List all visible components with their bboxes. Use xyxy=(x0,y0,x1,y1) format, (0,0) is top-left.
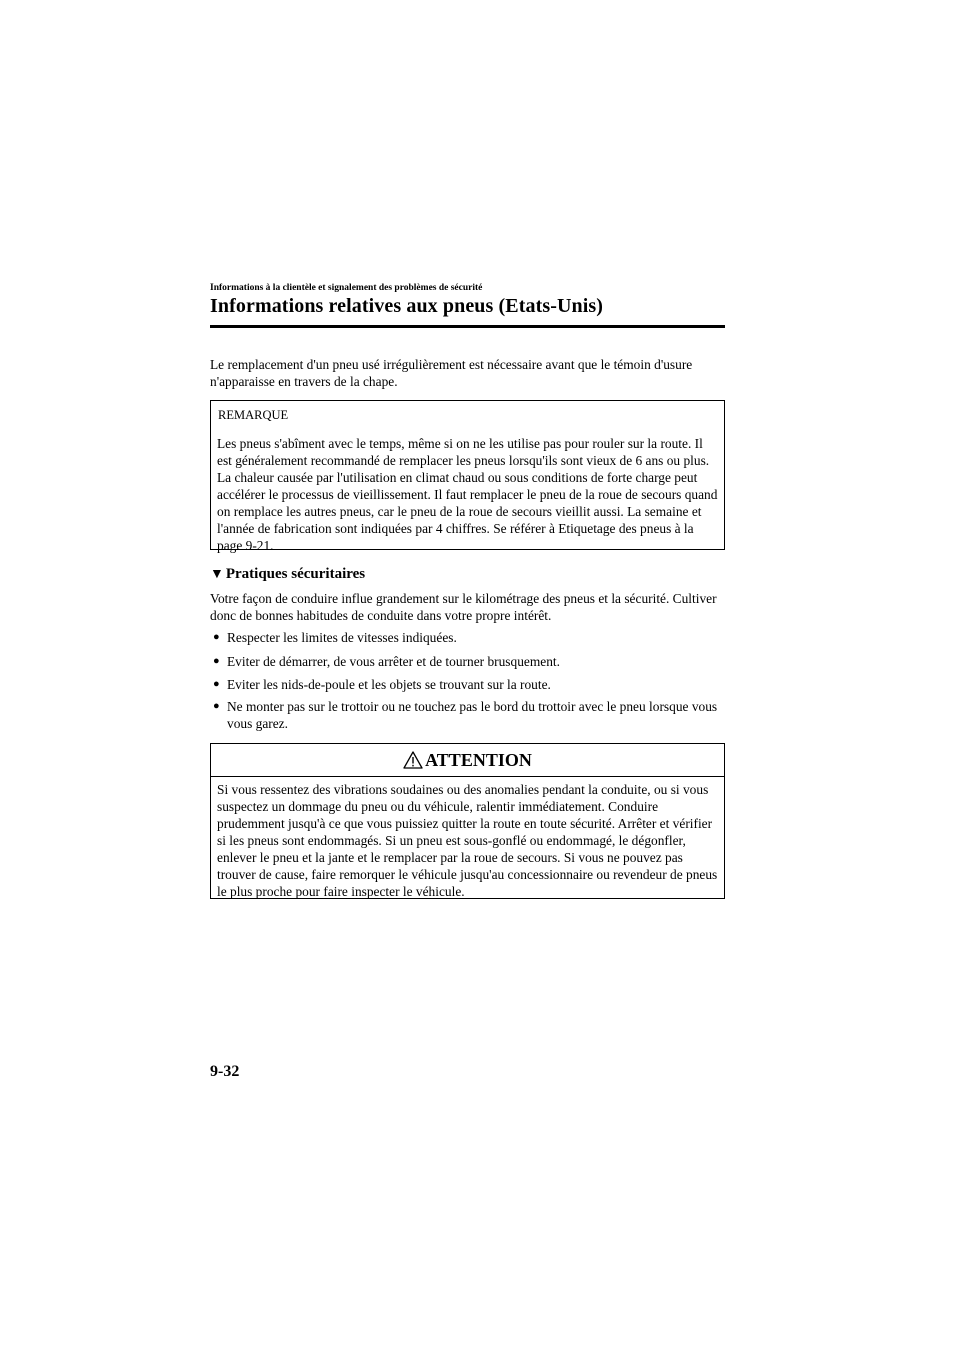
heading-rule xyxy=(210,325,725,328)
remarque-title: REMARQUE xyxy=(218,408,289,422)
list-item-text: Eviter de démarrer, de vous arrêter et de tourner brusquement. xyxy=(227,654,560,669)
bullet-icon: ● xyxy=(213,655,220,667)
list-item-text: Eviter les nids-de-poule et les objets se trouvant sur la route. xyxy=(227,677,551,692)
bullet-icon: ● xyxy=(213,678,220,690)
bullet-icon: ● xyxy=(213,700,220,712)
attention-header xyxy=(211,750,724,771)
section-heading xyxy=(210,566,365,583)
remarque-text: Les pneus s'abîment avec le temps, même si on ne les utilise pas pour rouler sur la route. Il est généralement recommandé de remplacer les pneus lorsqu'ils sont vieux de 6 ans ou plus. La chaleur causée par l'utilisation en climat chaud ou sous conditions de forte charge peut accélérer le processus de vieillissement. Il faut remplacer le pneu de la roue de secours quand on remplace les autres pneus, car le pneu de la roue de secours vieillit aussi. La semaine et l'année de fabrication sont indiquées par 4 chiffres. Se référer à Etiquetage des pneus à la page 9-21. xyxy=(217,436,718,553)
section-label: Informations à la clientèle et signalement des problèmes de sécurité xyxy=(210,283,483,293)
list-item-text: Respecter les limites de vitesses indiquées. xyxy=(227,630,457,645)
attention-divider xyxy=(211,776,724,777)
page-number: 9-32 xyxy=(210,1063,240,1080)
section-heading-label: Pratiques sécuritaires xyxy=(225,566,366,582)
list-item-text: Ne monter pas sur le trottoir ou ne touchez pas le bord du trottoir avec le pneu lorsque vous vous garez. xyxy=(227,699,718,731)
triangle-marker-icon: ▼ xyxy=(210,567,224,582)
page-title: Informations relatives aux pneus (Etats-Unis) xyxy=(210,295,604,317)
warning-triangle-icon xyxy=(403,751,423,769)
intro-paragraph: Le remplacement d'un pneu usé irrégulièrement est nécessaire avant que le témoin d'usure n'apparaisse en travers de la chape. xyxy=(210,357,693,389)
body-paragraph: Votre façon de conduire influe grandement sur le kilométrage des pneus et la sécurité. Cultiver donc de bonnes habitudes de conduite dans votre propre intérêt. xyxy=(210,591,717,623)
attention-title: ATTENTION xyxy=(425,750,532,770)
attention-text: Si vous ressentez des vibrations soudaines ou des anomalies pendant la conduite, ou si vous suspectez un dommage du pneu ou du véhicule, ralentir immédiatement. Conduire prudemment jusqu'à ce que vous puissiez quitter la route en toute sécurité. Arrêter et vérifier si les pneus sont endommagés. Si un pneu est sous-gonflé ou endommagé, le dégonfler, enlever le pneu et la jante et le remplacer par la roue de secours. Si vous ne pouvez pas trouver de cause, faire remorquer le véhicule jusqu'au concessionnaire ou revendeur de pneus le plus proche pour faire inspecter le véhicule. xyxy=(217,782,718,899)
bullet-icon: ● xyxy=(213,631,220,643)
attention-box xyxy=(210,743,725,899)
remarque-box xyxy=(210,400,725,553)
